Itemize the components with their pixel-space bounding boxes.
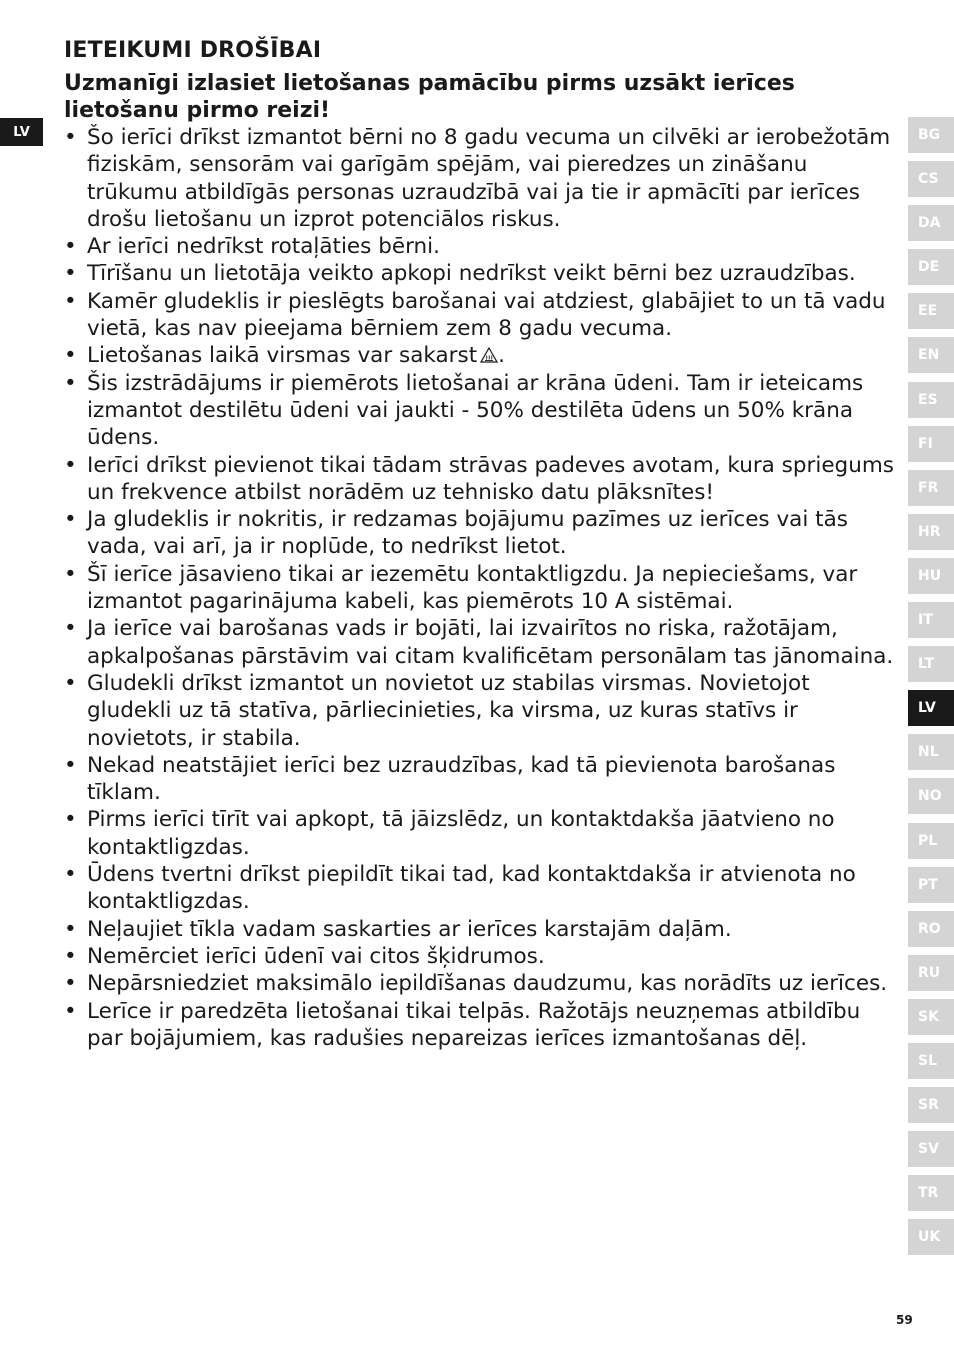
language-tab-sr[interactable]: SR: [908, 1087, 954, 1123]
list-item: • Šo ierīci drīkst izmantot bērni no 8 gadu vecuma un cilvēki ar ierobežotām fiziskām, sensorām vai garīgām spējām, vai pieredzes un zināšanu trūkumu atbildīgās personas uzraudzībā vai ja tie ir apmācīti par ierīces drošu lietošanu un izprot potenciālos riskus.: [64, 124, 894, 233]
list-item: • Ierīci drīkst pievienot tikai tādam strāvas padeves avotam, kura spriegums un frekvence atbilst norādēm uz tehnisko datu plāksnītes!: [64, 452, 894, 507]
language-tab-sk[interactable]: SK: [908, 999, 954, 1035]
language-tab-nl[interactable]: NL: [908, 734, 954, 770]
language-marker: LV: [0, 118, 43, 146]
safety-rules-list: [64, 124, 894, 1052]
language-tab-hu[interactable]: HU: [908, 558, 954, 594]
list-item: • Nepārsniedziet maksimālo iepildīšanas daudzumu, kas norādīts uz ierīces.: [64, 970, 894, 997]
list-item: • Ja ierīce vai barošanas vads ir bojāti, lai izvairītos no riska, ražotājam, apkalpošanas pārstāvim vai citam kvalificētam personālam tas jānomaina.: [64, 615, 894, 670]
language-tab-da[interactable]: DA: [908, 205, 954, 241]
language-tab-cs[interactable]: CS: [908, 161, 954, 197]
language-tab-no[interactable]: NO: [908, 778, 954, 814]
language-tabs: [908, 117, 954, 1263]
intro-warning: Uzmanīgi izlasiet lietošanas pamācību pirms uzsākt ierīces lietošanu pirmo reizi!: [64, 71, 795, 123]
language-tab-ee[interactable]: EE: [908, 293, 954, 329]
hot-surface-warning-icon: [480, 347, 498, 363]
list-item: • Lerīce ir paredzēta lietošanai tikai telpās. Ražotājs neuzņemas atbildību par bojājumiem, kas radušies nepareizas ierīces izmantošanas dēļ.: [64, 998, 894, 1053]
page-number: 59: [896, 1313, 913, 1327]
list-item: • Tīrīšanu un lietotāja veikto apkopi nedrīkst veikt bērni bez uzraudzības.: [64, 260, 894, 287]
safety-section: [64, 36, 894, 1052]
language-tab-bg[interactable]: BG: [908, 117, 954, 153]
list-item: • Ar ierīci nedrīkst rotaļāties bērni.: [64, 233, 894, 260]
language-tab-de[interactable]: DE: [908, 249, 954, 285]
language-tab-fi[interactable]: FI: [908, 426, 954, 462]
language-tab-lv[interactable]: LV: [908, 690, 954, 726]
list-item: • Lietošanas laikā virsmas var sakarst .: [64, 342, 894, 369]
language-tab-fr[interactable]: FR: [908, 470, 954, 506]
language-tab-uk[interactable]: UK: [908, 1219, 954, 1255]
section-title: IETEIKUMI DROŠĪBAI: [64, 38, 322, 63]
list-item: • Pirms ierīci tīrīt vai apkopt, tā jāizslēdz, un kontaktdakša jāatvieno no kontaktligzdas.: [64, 806, 894, 861]
language-tab-hr[interactable]: HR: [908, 514, 954, 550]
list-item: • Šī ierīce jāsavieno tikai ar iezemētu kontaktligzdu. Ja nepieciešams, var izmantot pagarinājuma kabeli, kas piemērots 10 A sistēmai.: [64, 561, 894, 616]
language-tab-tr[interactable]: TR: [908, 1175, 954, 1211]
list-item: • Šis izstrādājums ir piemērots lietošanai ar krāna ūdeni. Tam ir ieteicams izmantot destilētu ūdeni vai jaukti - 50% destilēta ūdens un 50% krāna ūdens.: [64, 370, 894, 452]
list-item: • Ūdens tvertni drīkst piepildīt tikai tad, kad kontaktdakša ir atvienota no kontaktligzdas.: [64, 861, 894, 916]
list-item: • Nekad neatstājiet ierīci bez uzraudzības, kad tā pievienota barošanas tīklam.: [64, 752, 894, 807]
list-item: • Kamēr gludeklis ir pieslēgts barošanai vai atdziest, glabājiet to un tā vadu vietā, kas nav pieejama bērniem zem 8 gadu vecuma.: [64, 288, 894, 343]
language-tab-ru[interactable]: RU: [908, 955, 954, 991]
list-item: • Neļaujiet tīkla vadam saskarties ar ierīces karstajām daļām.: [64, 916, 894, 943]
language-tab-sv[interactable]: SV: [908, 1131, 954, 1167]
language-tab-it[interactable]: IT: [908, 602, 954, 638]
list-item: • Ja gludeklis ir nokritis, ir redzamas bojājumu pazīmes uz ierīces vai tās vada, vai arī, ja ir noplūde, to nedrīkst lietot.: [64, 506, 894, 561]
language-tab-ro[interactable]: RO: [908, 911, 954, 947]
list-item: • Gludekli drīkst izmantot un novietot uz stabilas virsmas. Novietojot gludekli uz tā statīva, pārliecinieties, ka virsma, uz kuras statīvs ir novietots, ir stabila.: [64, 670, 894, 752]
list-item: • Nemērciet ierīci ūdenī vai citos šķidrumos.: [64, 943, 894, 970]
language-tab-pl[interactable]: PL: [908, 823, 954, 859]
language-tab-pt[interactable]: PT: [908, 867, 954, 903]
language-tab-lt[interactable]: LT: [908, 646, 954, 682]
language-tab-sl[interactable]: SL: [908, 1043, 954, 1079]
language-tab-es[interactable]: ES: [908, 382, 954, 418]
language-tab-en[interactable]: EN: [908, 337, 954, 373]
